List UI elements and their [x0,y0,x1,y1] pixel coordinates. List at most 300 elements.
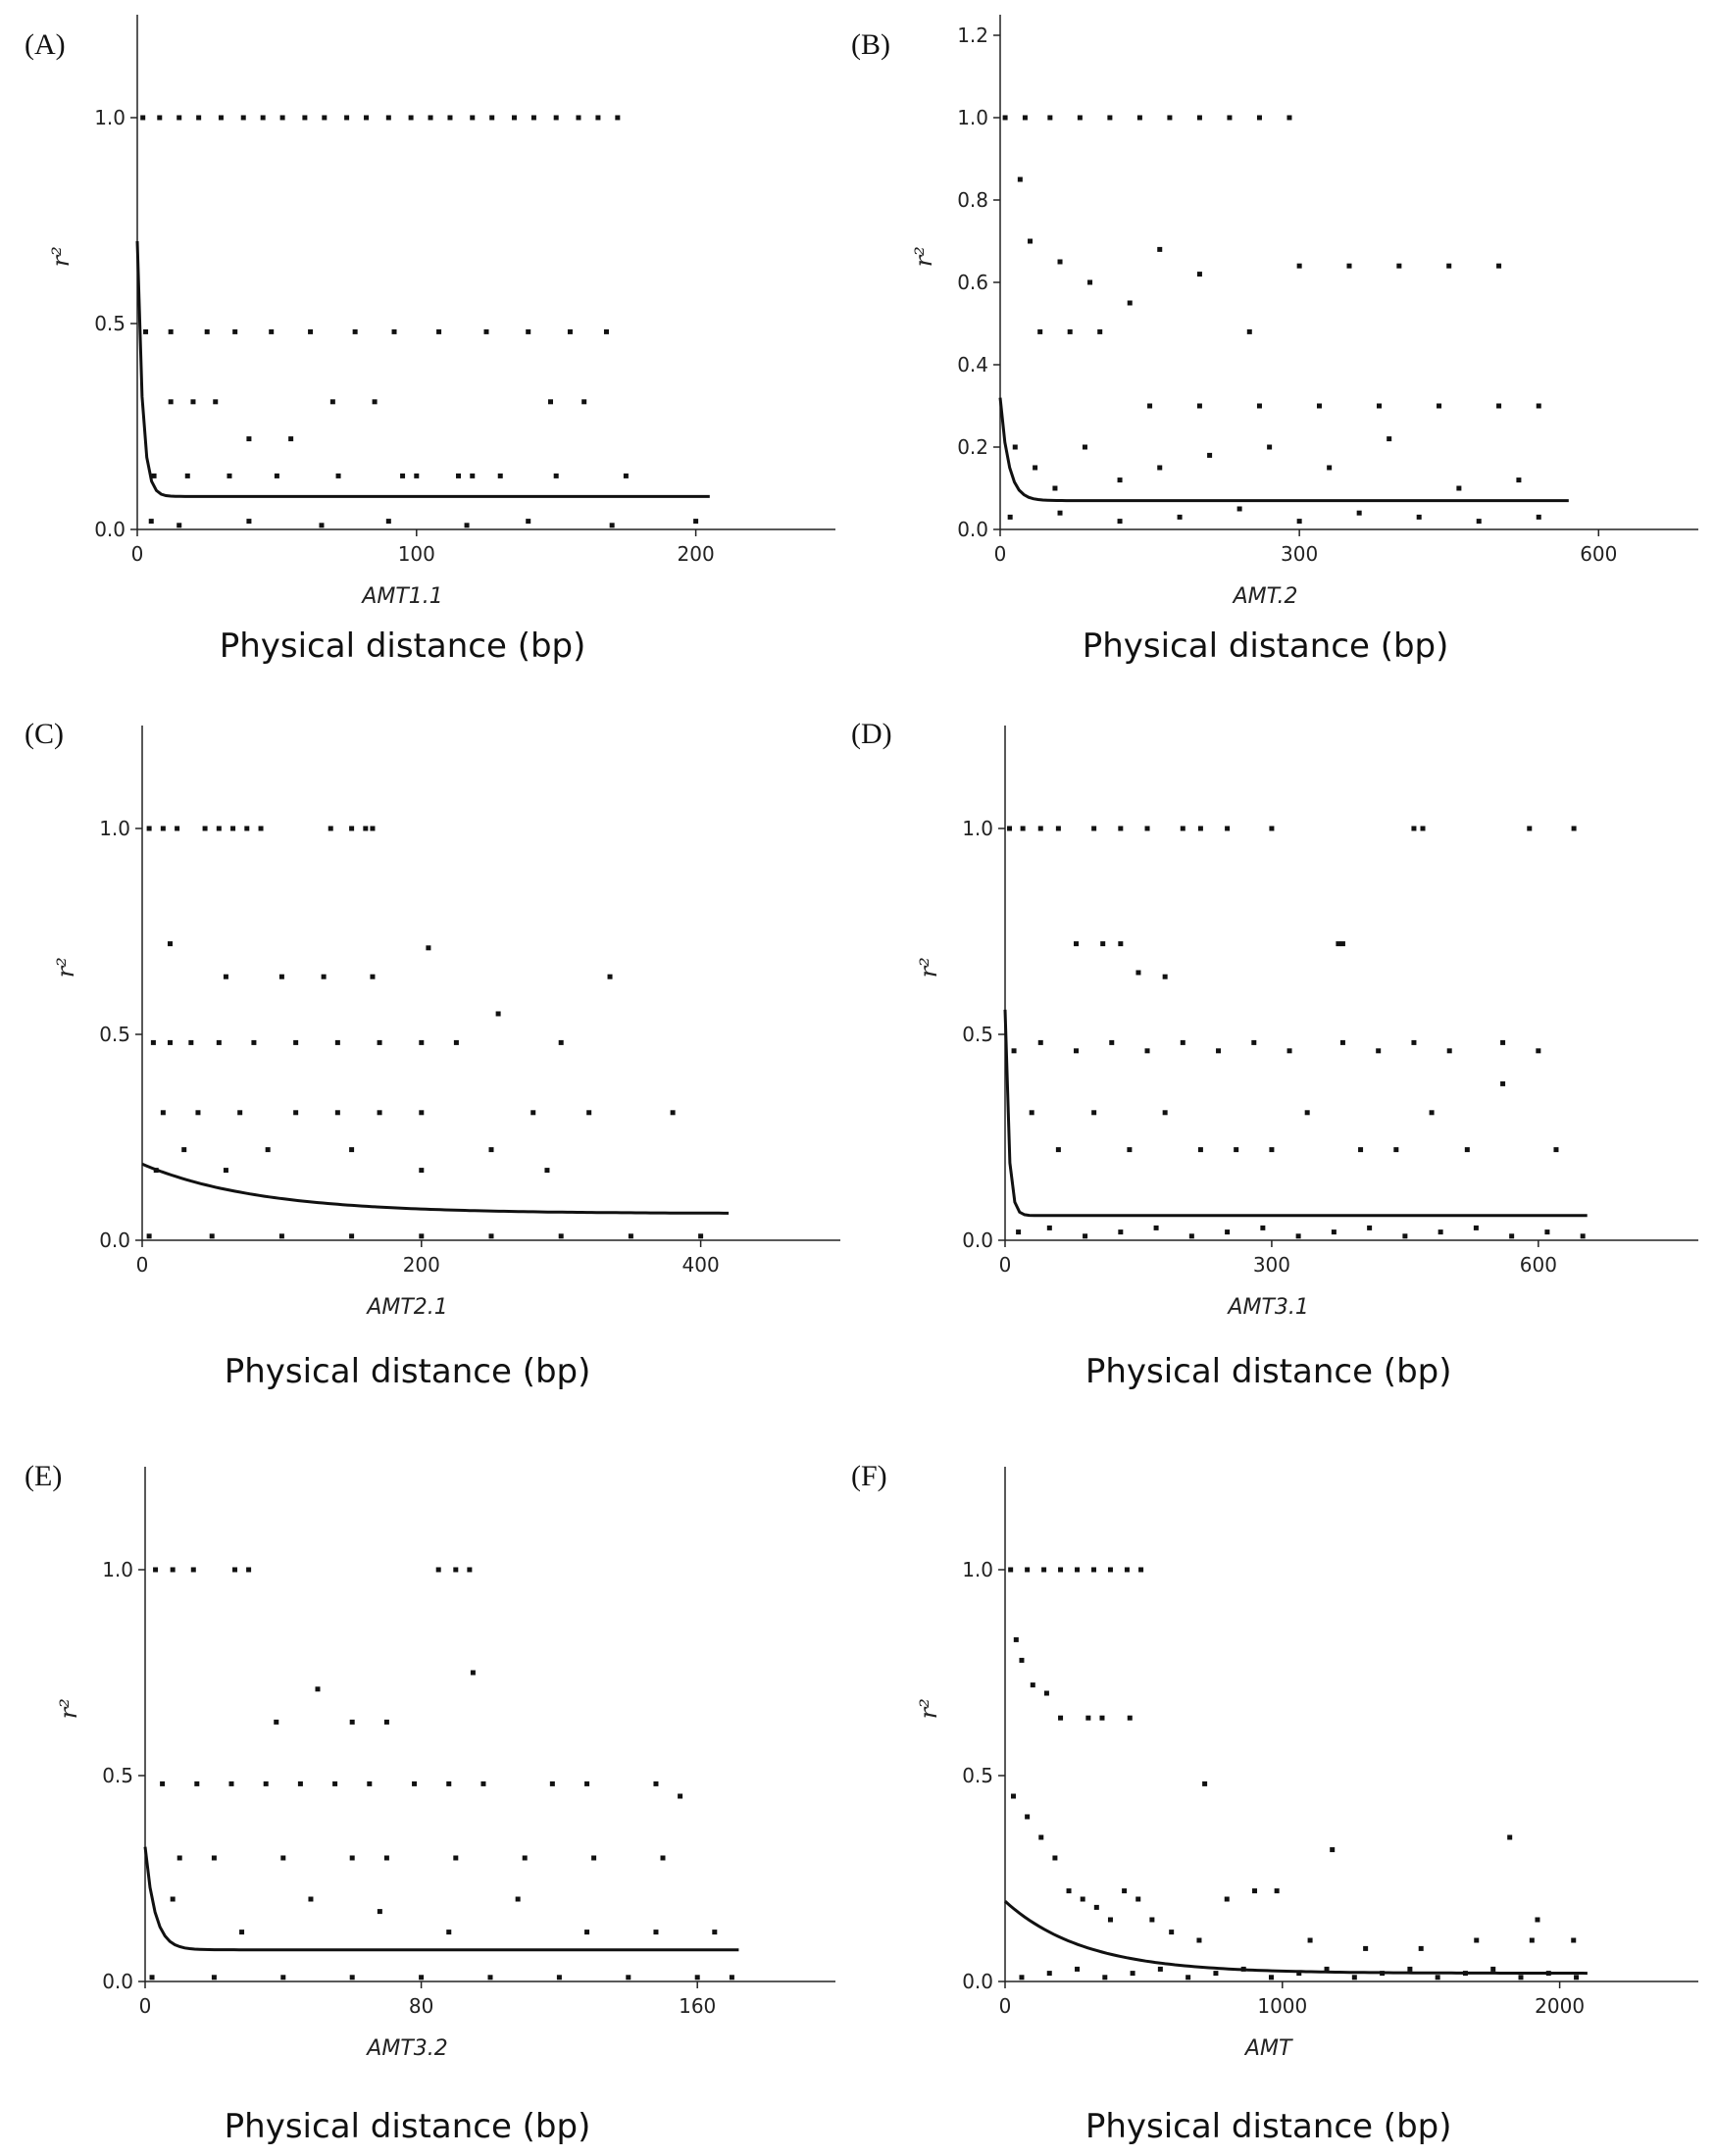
data-point [336,474,341,478]
data-point [526,329,530,334]
data-point [1158,1967,1163,1972]
data-point [465,523,470,527]
data-point [436,329,441,334]
data-point [419,1040,424,1045]
data-point [730,1975,734,1980]
data-point [1500,1040,1505,1045]
data-point [217,1040,222,1045]
data-point [1008,515,1013,520]
data-point [1181,1040,1185,1045]
panel-3 [851,718,1698,1391]
y-tick-label: 0.4 [957,353,988,376]
data-point [604,329,609,334]
panel-letter: (E) [25,1460,63,1492]
data-point [1197,272,1202,276]
data-point [1216,1048,1221,1053]
data-point [1196,1938,1201,1943]
data-point [349,1147,354,1152]
panel-1 [851,15,1698,666]
data-point [392,329,397,334]
data-point [1234,1147,1238,1152]
data-point [1305,1110,1310,1115]
data-point [1135,1897,1140,1902]
data-point [335,1110,340,1115]
x-tick-label: 600 [1580,542,1618,566]
data-point [288,436,293,441]
y-axis-label: r² [55,1698,82,1720]
data-point [1553,1147,1558,1152]
data-point [212,1856,217,1861]
data-point [161,1110,166,1115]
data-point [188,1040,193,1045]
data-point [1407,1967,1412,1972]
data-point [523,1856,528,1861]
data-point [470,474,475,478]
data-point [1083,1233,1087,1238]
x-axis-label: AMT.2 [1233,584,1298,609]
data-point [454,1040,459,1045]
data-point [1411,827,1416,831]
data-point [386,116,391,121]
data-point [1500,1081,1505,1086]
data-point [1107,116,1112,121]
x-axis-title: Physical distance (bp) [1084,2107,1452,2146]
data-point [1108,1568,1113,1573]
data-point [1007,827,1012,831]
x-axis-title: Physical distance (bp) [1084,1352,1452,1391]
data-point [488,1975,493,1980]
data-point [608,975,613,979]
data-point [1465,1147,1470,1152]
data-point [446,1781,451,1786]
data-point [1574,1975,1579,1980]
data-point [177,116,181,121]
data-point [302,116,307,121]
data-point [1336,941,1340,946]
data-point [1102,1975,1107,1980]
data-point [446,1930,451,1934]
data-point [1417,515,1422,520]
data-point [1516,477,1521,482]
y-axis-label: r² [915,957,942,978]
data-point [1474,1938,1479,1943]
data-point [217,827,222,831]
x-tick-label: 200 [677,542,715,566]
data-point [386,519,391,524]
data-point [1581,1233,1586,1238]
data-point [1030,1110,1034,1115]
data-point [1251,1040,1256,1045]
data-point [591,1856,596,1861]
data-point [1019,1658,1024,1663]
data-point [695,1975,700,1980]
data-point [1058,1716,1063,1721]
data-point [239,1930,244,1934]
data-point [1544,1229,1549,1234]
data-point [1377,404,1382,409]
data-point [1052,1856,1057,1861]
x-axis-label: AMT3.2 [367,2036,448,2061]
x-axis-title: Physical distance (bp) [224,2107,591,2146]
data-point [1446,264,1451,269]
y-tick-label: 0.2 [957,435,988,459]
data-point [350,1856,355,1861]
data-point [1275,1888,1280,1893]
data-point [378,1110,382,1115]
y-tick-label: 0.6 [957,271,988,294]
data-point [1207,453,1212,458]
data-point [419,1110,424,1115]
data-point [191,1568,196,1573]
data-point [624,474,629,478]
x-tick-label: 0 [998,1994,1012,2018]
fit-curve [137,241,710,496]
data-point [251,1040,256,1045]
data-point [364,116,369,121]
data-point [1456,486,1461,491]
data-point [419,1168,424,1173]
data-point [1052,486,1057,491]
data-point [1509,1233,1514,1238]
x-tick-label: 1000 [1257,1994,1308,2018]
data-point [367,1781,372,1786]
data-point [274,1720,278,1725]
data-point [1097,329,1102,334]
data-point [1367,1226,1372,1230]
data-point [1118,941,1123,946]
data-point [1269,1147,1274,1152]
data-point [1081,1897,1085,1902]
data-point [1108,1918,1113,1923]
data-point [1197,404,1202,409]
x-tick-label: 400 [681,1253,720,1277]
x-tick-label: 0 [138,1994,152,2018]
data-point [626,1975,631,1980]
data-point [1021,827,1026,831]
x-tick-label: 300 [1252,1253,1291,1277]
data-point [1340,1040,1345,1045]
data-point [1308,1938,1313,1943]
data-point [1135,971,1140,976]
data-point [548,399,553,404]
y-tick-label: 0.5 [962,1023,993,1046]
data-point [1181,827,1185,831]
data-point [1572,827,1577,831]
data-point [1118,477,1123,482]
data-point [1012,1048,1017,1053]
data-point [237,1110,242,1115]
data-point [429,116,433,121]
data-point [203,827,208,831]
data-point [1530,1938,1535,1943]
data-point [1018,177,1023,182]
x-axis-title: Physical distance (bp) [1082,627,1449,666]
data-point [1075,1967,1080,1972]
data-point [653,1781,658,1786]
data-point [293,1040,298,1045]
data-point [280,116,285,121]
data-point [1099,1716,1104,1721]
data-point [453,1856,458,1861]
data-point [615,116,620,121]
data-point [484,329,489,334]
data-point [1347,264,1352,269]
data-point [279,975,284,979]
data-point [384,1720,389,1725]
data-point [1411,1040,1416,1045]
y-tick-label: 0.0 [957,518,988,541]
x-tick-label: 0 [998,1253,1012,1277]
y-tick-label: 0.0 [962,1228,993,1252]
data-point [1109,1040,1114,1045]
data-point [1157,466,1162,471]
data-point [1421,827,1426,831]
data-point [453,1568,458,1573]
data-point [1267,445,1272,450]
data-point [181,1147,186,1152]
data-point [229,1781,234,1786]
data-point [419,1233,424,1238]
data-point [196,116,201,121]
y-tick-label: 0.0 [94,518,126,541]
data-point [370,827,375,831]
data-point [1118,1229,1123,1234]
data-point [205,329,210,334]
x-axis-label: AMT [1244,2036,1292,2061]
data-point [185,474,190,478]
data-point [1227,116,1232,121]
data-point [1296,1233,1301,1238]
data-point [559,1040,564,1045]
data-point [1430,1110,1435,1115]
data-point [213,399,218,404]
data-point [544,1168,549,1173]
data-point [384,1856,389,1861]
data-point [232,329,237,334]
data-point [143,329,148,334]
data-point [246,519,251,524]
data-point [1297,519,1302,524]
data-point [1202,1781,1207,1786]
y-tick-label: 0.5 [94,312,126,335]
y-axis-label: r² [47,246,75,268]
data-point [1074,1048,1079,1053]
data-point [1118,519,1123,524]
panel-0 [25,15,835,666]
data-point [1127,1147,1132,1152]
panel-letter: (A) [25,28,66,61]
data-point [1137,116,1142,121]
data-point [671,1110,676,1115]
data-point [1169,1930,1174,1934]
data-point [1396,264,1401,269]
data-point [554,116,559,121]
data-point [1085,1716,1090,1721]
data-point [1068,329,1073,334]
data-point [400,474,405,478]
data-point [467,1568,472,1573]
data-point [1154,1226,1159,1230]
data-point [280,1856,285,1861]
data-point [332,1781,337,1786]
data-point [169,329,174,334]
data-point [350,1975,355,1980]
data-point [1038,1040,1043,1045]
data-point [1260,1226,1265,1230]
data-point [489,1233,494,1238]
data-point [409,116,414,121]
y-tick-label: 1.0 [962,1558,993,1581]
data-point [1087,280,1092,285]
data-point [698,1233,703,1238]
x-tick-label: 0 [135,1253,149,1277]
data-point [1376,1048,1381,1053]
x-axis-title: Physical distance (bp) [219,627,586,666]
data-point [1013,445,1018,450]
data-point [1537,404,1541,409]
data-point [349,827,354,831]
data-point [559,1233,564,1238]
x-tick-label: 600 [1519,1253,1557,1277]
data-point [1330,1847,1335,1852]
y-tick-label: 0.0 [99,1228,130,1252]
data-point [480,1781,485,1786]
data-point [550,1781,555,1786]
data-point [436,1568,441,1573]
data-point [610,523,615,527]
data-point [512,116,517,121]
data-point [653,1930,658,1934]
panel-letter: (F) [851,1460,887,1492]
data-point [1327,466,1332,471]
panel-letter: (D) [851,718,892,750]
data-point [1016,1229,1021,1234]
data-point [168,941,173,946]
data-point [279,1233,284,1238]
data-point [1094,1905,1099,1910]
data-point [470,116,475,121]
data-point [1297,264,1302,269]
data-point [151,1040,156,1045]
data-point [568,329,573,334]
data-point [489,1147,494,1152]
data-point [1037,329,1042,334]
data-point [1091,1110,1096,1115]
data-point [1078,116,1083,121]
data-point [1402,1233,1407,1238]
data-point [269,329,274,334]
data-point [1419,1946,1424,1951]
data-point [219,116,224,121]
data-point [1157,247,1162,252]
data-point [489,116,494,121]
data-point [1519,1975,1524,1980]
data-point [1447,1048,1452,1053]
data-point [1536,1048,1540,1053]
data-point [232,1568,237,1573]
data-point [1185,1975,1190,1980]
data-point [678,1794,682,1799]
x-tick-label: 0 [993,542,1007,566]
data-point [171,1897,176,1902]
data-point [157,116,162,121]
data-point [378,1040,382,1045]
data-point [308,1897,313,1902]
data-point [275,474,279,478]
y-axis-label: r² [910,246,937,268]
data-point [1527,827,1532,831]
data-point [1436,1975,1440,1980]
data-point [210,1233,215,1238]
data-point [280,1975,285,1980]
data-point [169,399,174,404]
data-point [1125,1568,1130,1573]
data-point [1145,827,1150,831]
y-tick-label: 0.0 [102,1970,133,1993]
data-point [1387,436,1391,441]
data-point [378,1909,382,1914]
data-point [319,523,324,527]
data-point [175,827,179,831]
data-point [1008,1568,1013,1573]
data-point [1507,1835,1512,1840]
data-point [1257,116,1262,121]
data-point [1083,445,1087,450]
data-point [1067,1888,1072,1893]
data-point [1014,1637,1019,1642]
data-point [629,1233,633,1238]
data-point [1213,1971,1218,1976]
panel-letter: (B) [851,28,890,61]
data-point [1058,260,1063,265]
data-point [554,474,559,478]
panel-4 [25,1460,835,2146]
data-point [426,945,430,950]
x-tick-label: 0 [130,542,144,566]
x-axis-title: Physical distance (bp) [224,1352,591,1391]
data-point [1225,1897,1230,1902]
data-point [1247,329,1252,334]
data-point [1225,827,1230,831]
data-point [328,827,333,831]
data-point [1074,941,1079,946]
data-point [195,1110,200,1115]
data-point [298,1781,303,1786]
data-point [471,1671,476,1676]
data-point [1437,404,1441,409]
data-point [1163,975,1168,979]
data-point [308,329,313,334]
x-axis-label: AMT3.1 [1228,1295,1309,1320]
data-point [160,1781,165,1786]
data-point [194,1781,199,1786]
y-tick-label: 0.5 [962,1764,993,1787]
data-point [264,1781,269,1786]
data-point [1025,1568,1030,1573]
data-point [1286,116,1291,121]
data-point [1128,1716,1133,1721]
data-point [584,1930,589,1934]
data-point [1490,1967,1495,1972]
data-point [350,1720,355,1725]
data-point [140,116,145,121]
data-point [330,399,335,404]
data-point [1287,1048,1292,1053]
data-point [363,827,368,831]
data-point [244,827,249,831]
fit-curve [142,1164,729,1213]
panel-2 [25,718,840,1391]
